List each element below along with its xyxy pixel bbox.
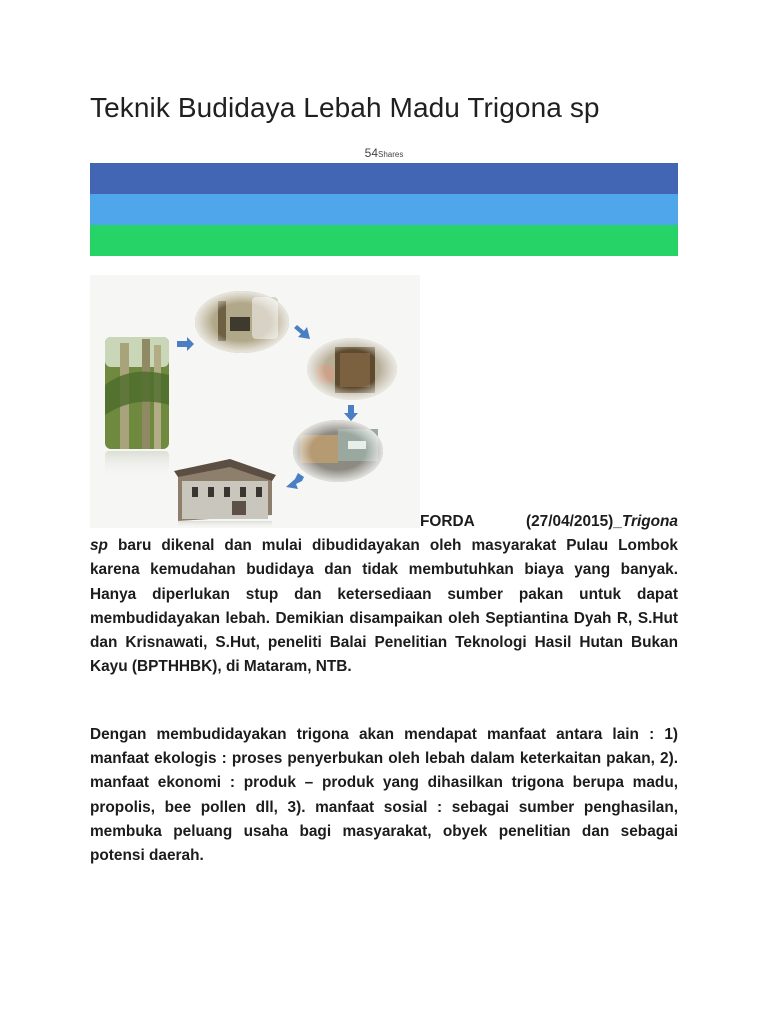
trigona-process-figure xyxy=(90,275,420,528)
process-illustration xyxy=(90,275,420,528)
paragraph-2: Dengan membudidayakan trigona akan mendapat manfaat antara lain : 1) manfaat ekologis : proses penyerbukan oleh lebah dalam keterkaitan pakan, 2). manfaat ekonomi : produk – produk yang dihasilkan trigona berupa madu, propolis, bee pollen dll, 3). manfaat sosial : sebagai sumber penghasilan, membuka peluang usaha bagi masyarakat, obyek penelitian dan sebagai potensi daerah. xyxy=(90,726,678,865)
article-title: Teknik Budidaya Lebah Madu Trigona sp xyxy=(90,92,600,123)
species-name-genus: Trigona xyxy=(621,513,678,530)
arrow-down-left-icon xyxy=(286,473,304,489)
dateline-separator: _ xyxy=(613,513,622,530)
facebook-share-button[interactable] xyxy=(90,163,678,194)
paragraph-1 xyxy=(90,510,678,679)
share-count-label: Shares xyxy=(378,150,404,159)
bamboo-nest-icon xyxy=(105,337,169,479)
stup-box-icon xyxy=(307,338,397,400)
harvest-icon xyxy=(195,291,289,353)
transport-boxes-icon xyxy=(293,420,383,482)
source-dateline: FORDA (27/04/2015) xyxy=(420,513,614,530)
share-count-number: 54 xyxy=(364,146,378,160)
twitter-share-button[interactable] xyxy=(90,194,678,225)
species-name-sp: sp xyxy=(90,537,108,555)
whatsapp-share-button[interactable] xyxy=(90,225,678,256)
share-count xyxy=(0,146,768,160)
paragraph-1-lead xyxy=(90,510,678,534)
arrow-right-icon xyxy=(177,337,194,351)
arrow-down-right-icon xyxy=(294,325,310,339)
arrow-down-icon xyxy=(344,405,358,421)
paragraph-1-body: baru dikenal dan mulai dibudidayakan oleh masyarakat Pulau Lombok karena kemudahan budidaya dan tidak membutuhkan biaya yang banyak. Hanya diperlukan stup dan ketersediaan sumber pakan untuk dapat membudidayakan lebah. Demikian disampaikan oleh Septiantina Dyah R, S.Hut dan Krisnawati, S.Hut, peneliti Balai Penelitian Teknologi Hasil Hutan Bukan Kayu (BPTHHBK), di Mataram, NTB. xyxy=(90,537,678,676)
